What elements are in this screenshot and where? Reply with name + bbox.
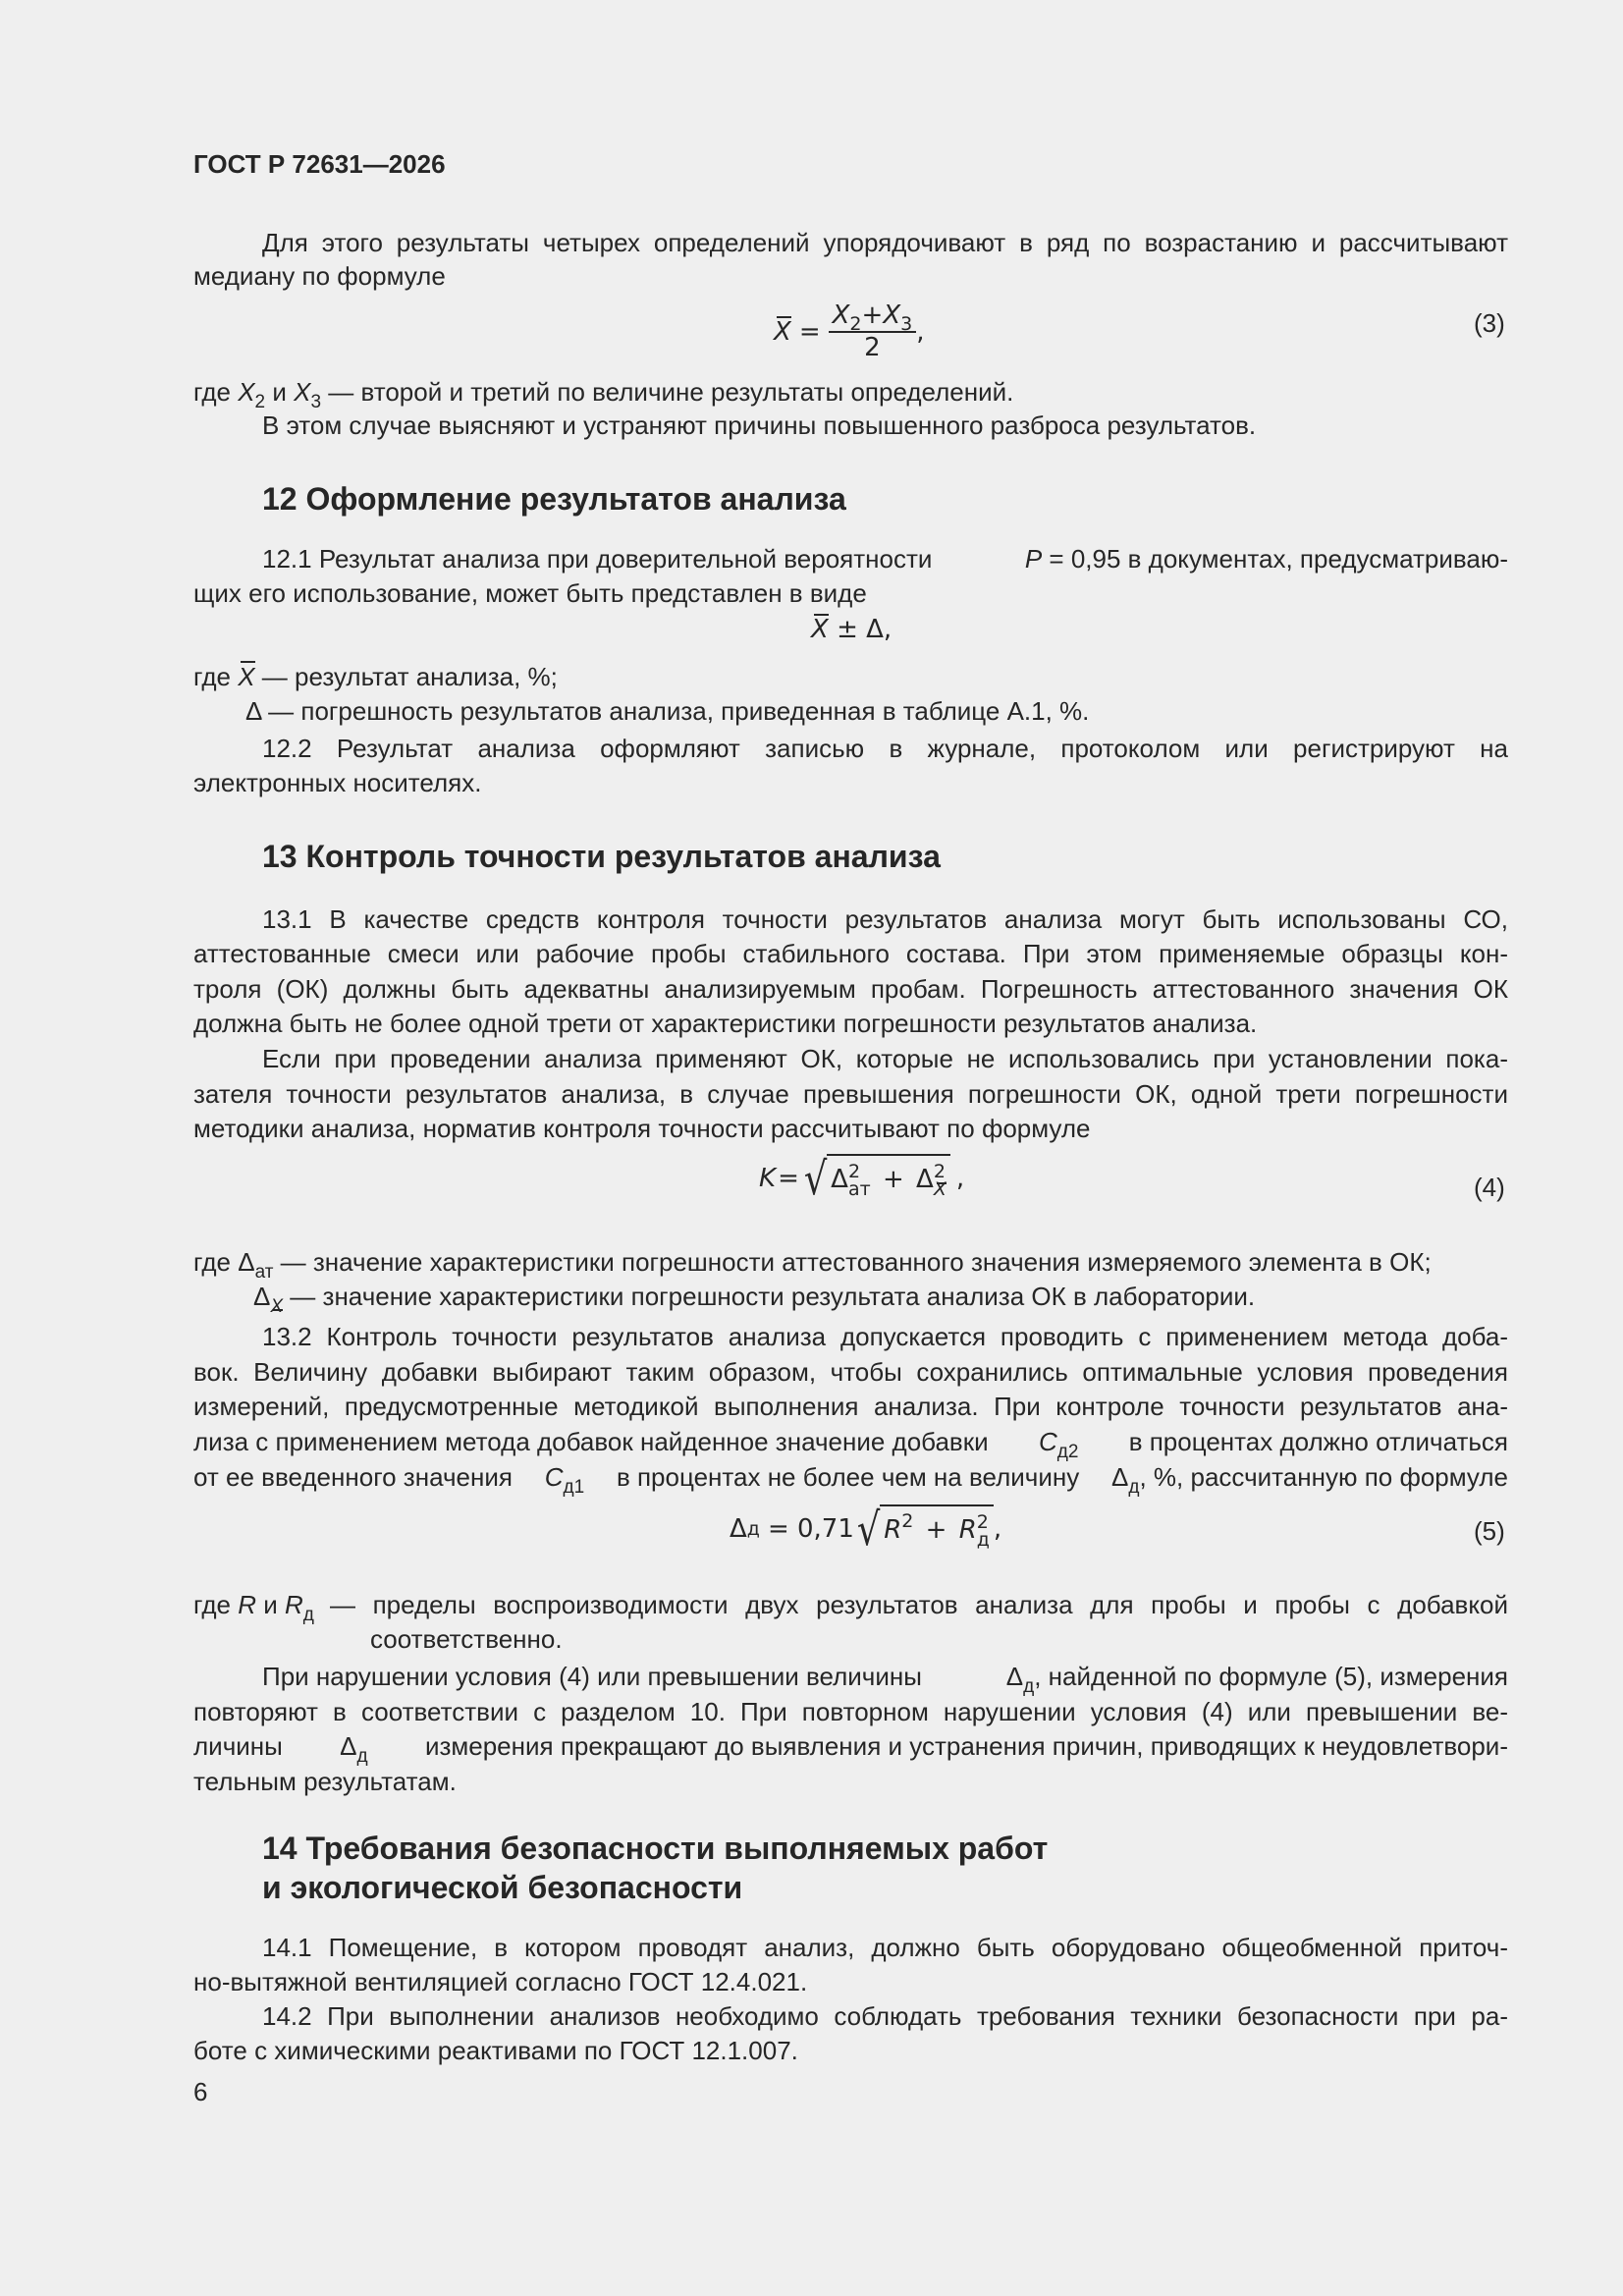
formula-3-number: (3) [1474, 308, 1505, 338]
where-3-note: В этом случае выясняют и устраняют причины повышенного разброса результатов. [262, 410, 1257, 440]
page-number: 6 [193, 2077, 208, 2106]
formula-4: K = √ Δ 2 ат + Δ 2 X , [759, 1152, 965, 1205]
section-13-p3-line-5: от ее введенного значения $C_{д1}$ в процентах не более чем на величину $\Delta_д$, %, рассчитанную по формуле [193, 1462, 1508, 1498]
where-4-line-1: где $\Delta_{ат}$ — значение характеристики погрешности аттестованного значения измеряемого элемента в ОК; [193, 1247, 1432, 1283]
section-12-p2-line-2: электронных носителях. [193, 768, 482, 797]
sqrt-symbol-5: √ $R^2 + R$ 2 д [854, 1504, 994, 1554]
formula-3 [774, 301, 924, 362]
section-14-p1-line-2: но-вытяжной вентиляцией согласно ГОСТ 12.4.021. [193, 1967, 808, 1996]
section-14-heading-2: и экологической безопасности [262, 1870, 743, 1905]
section-13-p1-line-4: должна быть не более одной трети от характеристики погрешности результатов анализа. [193, 1009, 1258, 1038]
section-13-p4-line-2: повторяют в соответствии с разделом 10. При повторном нарушении условия (4) или превышении ве- [193, 1697, 1508, 1726]
section-13-p2-line-3: методики анализа, норматив контроля точности рассчитывают по формуле [193, 1114, 1091, 1143]
section-14-p1-line-1: 14.1 Помещение, в котором проводят анализ, должно быть оборудовано общеобменной приточ- [262, 1933, 1508, 1962]
section-13-p2-line-2: зателя точности результатов анализа, в случае превышения погрешности ОК, одной трети погрешности [193, 1079, 1508, 1109]
section-14-p2-line-1: 14.2 При выполнении анализов необходимо соблюдать требования техники безопасности при ра- [262, 2001, 1508, 2031]
section-12-heading: 12 Оформление результатов анализа [262, 481, 846, 517]
section-13-p4-line-1: При нарушении условия (4) или превышении величины $\Delta_д$, найденной по формуле (5), измерения [262, 1662, 1508, 1697]
formula-5-number: (5) [1474, 1516, 1505, 1546]
where-3-line: где $X_2$ и $X_3$ — второй и третий по величине результаты определений. [193, 377, 1014, 412]
section-12-p1-line-2: щих его использование, может быть представлен в виде [193, 578, 867, 608]
section-13-heading: 13 Контроль точности результатов анализа [262, 839, 941, 874]
section-13-p4-line-3: личины $\Delta_д$ измерения прекращают до выявления и устранения причин, приводящих к неудовлетвори- [193, 1731, 1508, 1767]
section-13-p3-line-3: измерений, предусмотренные методикой выполнения анализа. При контроле точности результатов ана- [193, 1392, 1508, 1421]
formula-3-fraction: $\frac{X_2+X_3}{2}$ [829, 301, 917, 362]
where-5-text-1: — пределы воспроизводимости двух результатов анализа для пробы и пробы с добавкой [330, 1590, 1508, 1619]
section-12-p1-line-1: 12.1 Результат анализа при доверительной вероятности P = 0,95 в документах, предусматриваю- [262, 544, 1508, 574]
section-13-p3-line-4: лиза с применением метода добавок найденное значение добавки $C_{д2}$ в процентах должно отличаться [193, 1427, 1508, 1462]
formula-4-number: (4) [1474, 1173, 1505, 1202]
intro-line-1: Для этого результаты четырех определений упорядочивают в ряд по возрастанию и рассчитывают [262, 228, 1508, 257]
section-12-p2-line-1: 12.2 Результат анализа оформляют записью в журнале, протоколом или регистрируют на [262, 734, 1508, 763]
formula-3-comma: , [916, 316, 925, 347]
section-13-p3-line-2: вок. Величину добавки выбирают таким образом, чтобы сохранились оптимальные условия проведения [193, 1357, 1508, 1387]
where-5-label: где R и $R_д$ [193, 1590, 314, 1625]
section-13-p1-line-3: троля (ОК) должны быть адекватны анализируемым пробам. Погрешность аттестованного значения ОК [193, 974, 1508, 1004]
section-12-where-delta: Δ — погрешность результатов анализа, приведенная в таблице А.1, %. [245, 696, 1090, 726]
formula-5: Δ д = 0,71 √ $R^2 + R$ 2 д , [730, 1503, 1002, 1556]
section-13-p1-line-2: аттестованные смеси или рабочие пробы стабильного состава. При этом применяемые образцы кон- [193, 939, 1508, 968]
sqrt-symbol: √ Δ 2 ат + Δ 2 X [801, 1154, 950, 1203]
formula-3-equals: = [798, 316, 821, 347]
formula-result: X ± Δ, [811, 612, 892, 647]
section-13-p1-line-1: 13.1 В качестве средств контроля точности результатов анализа могут быть использованы СО, [262, 904, 1508, 934]
section-13-p4-line-4: тельным результатам. [193, 1767, 457, 1796]
section-12-where-x: где X — результат анализа, %; [193, 659, 558, 694]
section-14-p2-line-2: боте с химическими реактивами по ГОСТ 12.1.007. [193, 2036, 798, 2065]
where-5-text-2: соответственно. [370, 1624, 563, 1654]
where-4-line-2: $\Delta_X$ — значение характеристики погрешности результата анализа ОК в лаборатории. [253, 1282, 1256, 1317]
section-14-heading-1: 14 Требования безопасности выполняемых работ [262, 1831, 1049, 1866]
section-13-p2-line-1: Если при проведении анализа применяют ОК, которые не использовались при установлении пока- [262, 1044, 1508, 1073]
section-13-p3-line-1: 13.2 Контроль точности результатов анализа допускается проводить с применением метода доба- [262, 1322, 1508, 1351]
intro-line-2: медиану по формуле [193, 261, 446, 291]
document-header: ГОСТ Р 72631—2026 [193, 149, 446, 179]
formula-3-lhs: X [774, 314, 791, 350]
